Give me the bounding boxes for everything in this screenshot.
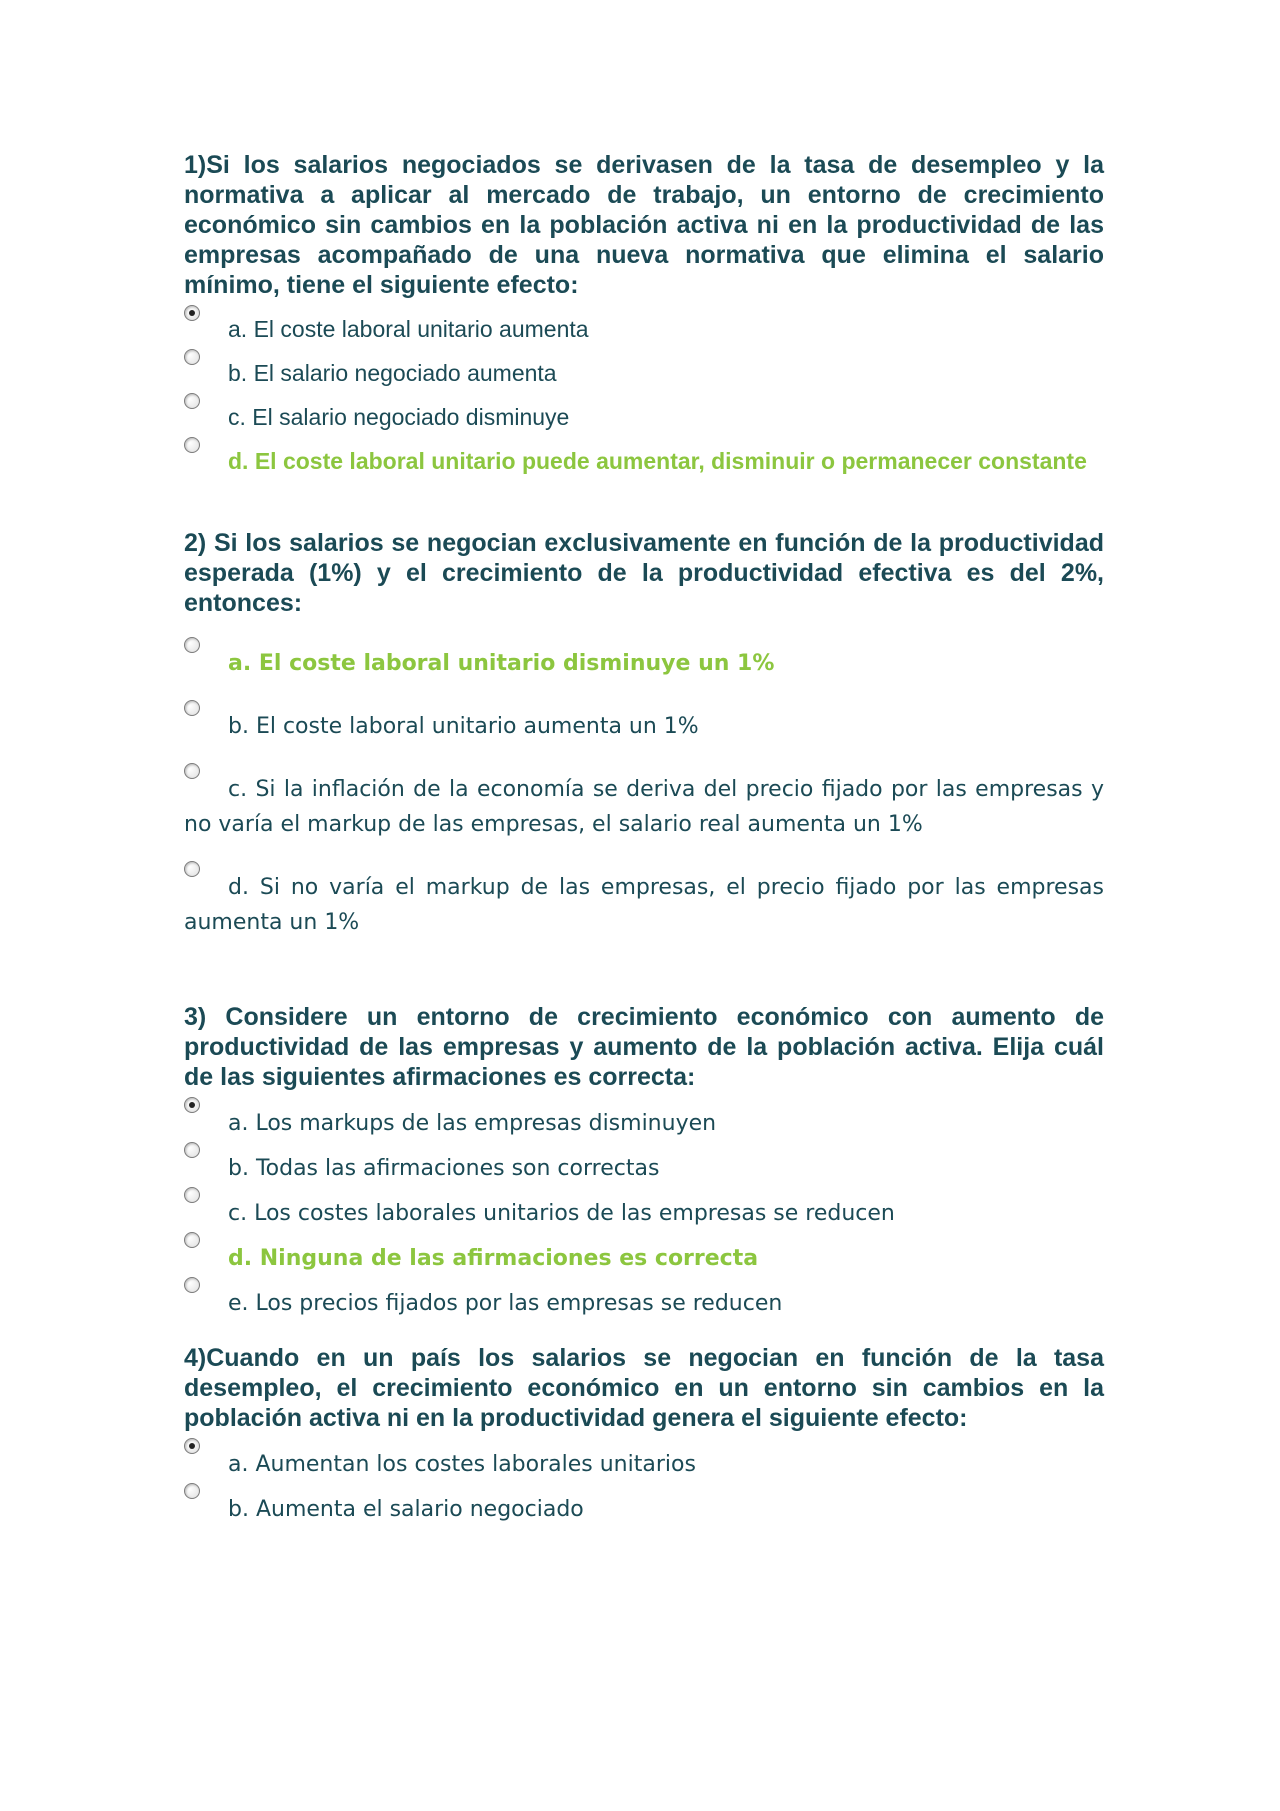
radio-checked-icon[interactable] [184,305,200,321]
option-label: b. El coste laboral unitario aumenta un 1% [228,714,699,739]
radio-icon[interactable] [184,1187,200,1203]
option-label: b. El salario negociado aumenta [228,360,557,386]
question-1-option-a[interactable] [184,315,1104,344]
option-label: c. Los costes laborales unitarios de las empresas se reducen [228,1201,895,1226]
question-4 [184,1343,1104,1527]
option-label: e. Los precios fijados por las empresas se reducen [228,1291,783,1316]
question-2-option-c[interactable] [184,772,1104,842]
radio-icon[interactable] [184,1142,200,1158]
question-2-option-a[interactable] [184,646,1104,681]
question-4-option-a[interactable] [184,1447,1104,1482]
radio-icon[interactable] [184,1277,200,1293]
question-4-option-b[interactable] [184,1492,1104,1527]
question-1-option-c[interactable] [184,403,1104,432]
option-label: d. Si no varía el markup de las empresas, el precio fijado por las empresas aumenta un 1% [184,875,1104,935]
option-label-correct: d. El coste laboral unitario puede aumentar, disminuir o permanecer constante [228,448,1087,474]
option-label: a. Aumentan los costes laborales unitarios [228,1452,696,1477]
radio-icon[interactable] [184,763,200,779]
radio-icon[interactable] [184,861,200,877]
option-label: b. Todas las afirmaciones son correctas [228,1156,660,1181]
question-2-option-b[interactable] [184,709,1104,744]
quiz-page [184,150,1104,1527]
question-4-text: 4)Cuando en un país los salarios se negocian en función de la tasa desempleo, el crecimiento económico en un entorno sin cambios en la población activa ni en la productividad genera el siguiente efecto: [184,1344,1104,1432]
question-2 [184,528,1104,940]
radio-icon[interactable] [184,700,200,716]
radio-icon[interactable] [184,637,200,653]
question-1-text: 1)Si los salarios negociados se derivasen de la tasa de desempleo y la normativa a aplicar al mercado de trabajo, un entorno de crecimiento económico sin cambios en la población activa ni en la productividad de las empresas acompañado de una nueva normativa que elimina el salario mínimo, tiene el siguiente efecto: [184,151,1104,299]
radio-icon[interactable] [184,349,200,365]
option-label: c. El salario negociado disminuye [228,404,570,430]
question-1-option-d[interactable] [184,447,1104,476]
question-1 [184,150,1104,476]
option-label: c. Si la inflación de la economía se deriva del precio fijado por las empresas y no varía el markup de las empresas, el salario real aumenta un 1% [184,777,1104,837]
question-2-text: 2) Si los salarios se negocian exclusivamente en función de la productividad esperada (1%) y el crecimiento de la productividad efectiva es del 2%, entonces: [184,529,1104,617]
radio-checked-icon[interactable] [184,1438,200,1454]
radio-icon[interactable] [184,1232,200,1248]
option-label: b. Aumenta el salario negociado [228,1497,584,1522]
question-3-option-c[interactable] [184,1196,1104,1231]
radio-icon[interactable] [184,437,200,453]
option-label-correct: a. El coste laboral unitario disminuye un 1% [228,651,775,676]
question-3-option-a[interactable] [184,1106,1104,1141]
question-3-option-b[interactable] [184,1151,1104,1186]
radio-checked-icon[interactable] [184,1097,200,1113]
option-label: a. El coste laboral unitario aumenta [228,316,589,342]
question-3 [184,1002,1104,1321]
radio-icon[interactable] [184,393,200,409]
question-3-option-d[interactable] [184,1241,1104,1276]
option-label-correct: d. Ninguna de las afirmaciones es correcta [228,1246,759,1271]
option-label: a. Los markups de las empresas disminuyen [228,1111,717,1136]
question-3-option-e[interactable] [184,1286,1104,1321]
radio-icon[interactable] [184,1483,200,1499]
question-3-text: 3) Considere un entorno de crecimiento económico con aumento de productividad de las empresas y aumento de la población activa. Elija cuál de las siguientes afirmaciones es correcta: [184,1003,1104,1091]
question-2-option-d[interactable] [184,870,1104,940]
question-1-option-b[interactable] [184,359,1104,388]
